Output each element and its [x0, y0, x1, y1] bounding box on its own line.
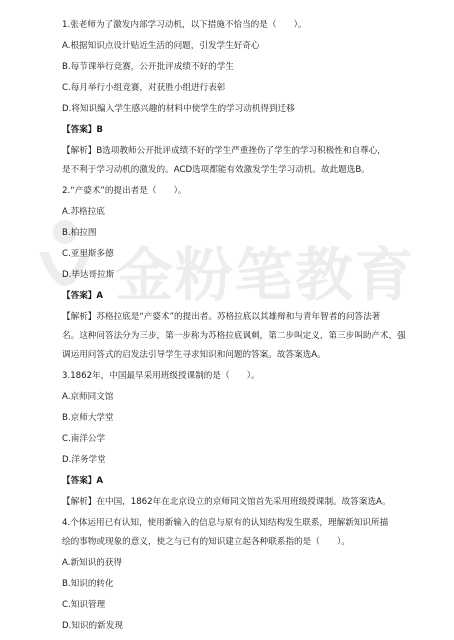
q1-option-c: C.每月举行小组竞赛，对获胜小组进行表彰	[62, 83, 226, 93]
q1-option-a: A.根据知识点设计贴近生活的问题，引发学生好奇心	[62, 41, 260, 51]
q2-option-b: B.柏拉图	[62, 228, 97, 238]
q3-analysis-line-1: 【解析】在中国，1862年在北京设立的京师同文馆首先采用班级授课制。故答案选A。	[62, 497, 391, 507]
q4-option-b: B.知识的转化	[62, 579, 114, 589]
q2-analysis-line-3: 调运用问答式的启发法引导学生寻求知识和问题的答案。故答案选A。	[62, 350, 326, 360]
q3-option-a: A.京师同文馆	[62, 392, 114, 402]
q3-option-d: D.洋务学堂	[62, 455, 106, 465]
q2-option-c: C.亚里斯多德	[62, 249, 114, 259]
watermark	[20, 210, 440, 320]
q4-option-d: D.知识的新发现	[62, 621, 123, 631]
q2-option-d: D.毕达哥拉斯	[62, 270, 115, 280]
q2-analysis-line-1: 【解析】苏格拉底是“产婆术”的提出者。苏格拉底以其雄辩和与青年智者的问答法著	[62, 312, 381, 322]
q2-option-a: A.苏格拉底	[62, 207, 105, 217]
q1-analysis-line-1: 【解析】B选项教师公开批评成绩不好的学生严重挫伤了学生的学习积极性和自尊心，	[62, 146, 386, 156]
q4-option-c: C.知识管理	[62, 600, 106, 610]
q3-stem: 3.1862年，中国最早采用班级授课制的是（ ）。	[62, 371, 260, 381]
watermark-text: 金粉笔教育	[115, 241, 416, 309]
q2-analysis-line-2: 名。这种问答法分为三步，第一步称为苏格拉底讽刺，第二步叫定义，第三步叫助产术，强	[62, 331, 406, 341]
q1-option-b: B.每节课举行竞赛，公开批评成绩不好的学生	[62, 62, 234, 72]
q1-analysis-line-2: 是不利于学习动机的激发的。ACD选项都能有效激发学生学习动机。故此题选B。	[62, 165, 370, 175]
q1-stem: 1.张老师为了激发内部学习动机，以下措施不恰当的是（ ）。	[62, 20, 307, 30]
q4-option-a: A.新知识的获得	[62, 558, 123, 568]
q3-option-b: B.京师大学堂	[62, 413, 114, 423]
q1-option-d: D.将知识编入学生感兴趣的材料中使学生的学习动机得到迁移	[62, 104, 295, 114]
q2-stem: 2.“产婆术”的提出者是（ ）。	[62, 186, 187, 196]
q1-answer: 【答案】B	[62, 125, 103, 135]
q4-stem-line-1: 4.个体运用已有认知，使用新输入的信息与原有的认知结构发生联系，理解新知识所描	[62, 518, 389, 528]
q3-option-c: C.南洋公学	[62, 434, 106, 444]
q3-answer: 【答案】A	[62, 476, 104, 486]
q4-stem-line-2: 绘的事物或现象的意义，使之与已有的知识建立起各种联系指的是（ ）。	[62, 537, 350, 547]
q2-answer: 【答案】A	[62, 291, 104, 301]
